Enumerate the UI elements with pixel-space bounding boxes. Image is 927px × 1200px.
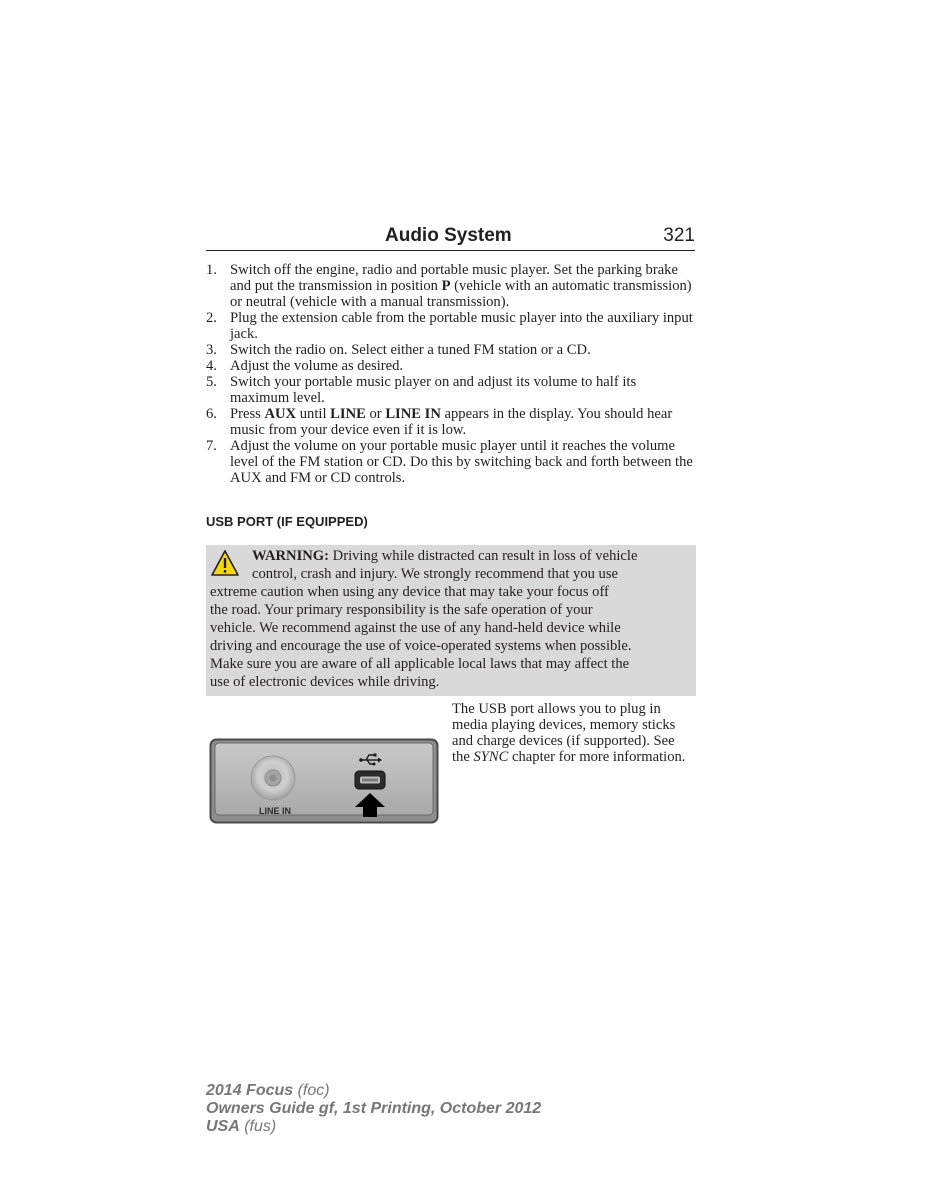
step-number: 7. bbox=[206, 438, 217, 454]
warning-line-1: WARNING: Driving while distracted can result in loss of vehicle bbox=[252, 548, 638, 564]
warning-line-5: vehicle. We recommend against the use of any hand-held device while bbox=[210, 620, 621, 636]
step-item bbox=[206, 310, 698, 342]
warning-line-2: control, crash and injury. We strongly recommend that you use bbox=[252, 566, 619, 582]
warning-line-7: Make sure you are aware of all applicable local laws that may affect the bbox=[210, 656, 630, 672]
step-number: 1. bbox=[206, 262, 217, 278]
warning-box bbox=[206, 545, 696, 696]
step-text: Switch the radio on. Select either a tuned FM station or a CD. bbox=[230, 342, 591, 358]
step-number: 4. bbox=[206, 358, 217, 374]
page-title: Audio System bbox=[385, 225, 512, 246]
step-text: Plug the extension cable from the portable music player into the auxiliary input jack. bbox=[230, 310, 693, 342]
step-text: Press bbox=[230, 406, 265, 422]
step-item bbox=[206, 406, 698, 438]
step-item bbox=[206, 262, 698, 310]
warning-line-3: extreme caution when using any device that may take your focus off bbox=[210, 584, 609, 600]
steps-list bbox=[206, 262, 698, 486]
step-text: Adjust the volume on your portable music player until it reaches the volume level of the FM station or CD. Do this by switching back and forth between the AUX and FM or CD controls. bbox=[230, 438, 693, 486]
warning-line-6: driving and encourage the use of voice-operated systems when possible. bbox=[210, 638, 632, 654]
step-item bbox=[206, 438, 698, 486]
footer-line-2: Owners Guide gf, 1st Printing, October 2012 bbox=[206, 1100, 542, 1117]
step-number: 3. bbox=[206, 342, 217, 358]
step-text: Switch your portable music player on and adjust its volume to half its maximum level. bbox=[230, 374, 637, 406]
step-text: (vehicle with an automatic transmission) or neutral (vehicle with a manual transmission). bbox=[230, 278, 692, 310]
line-in-label: LINE IN bbox=[258, 806, 292, 816]
page-number: 321 bbox=[663, 225, 695, 246]
step-number: 5. bbox=[206, 374, 217, 390]
step-number: 6. bbox=[206, 406, 217, 422]
step-number: 2. bbox=[206, 310, 217, 326]
step-emphasis: LINE bbox=[330, 406, 366, 422]
step-text: or bbox=[365, 406, 386, 422]
page-header bbox=[206, 224, 695, 251]
warning-line-8: use of electronic devices while driving. bbox=[210, 674, 440, 690]
step-emphasis: AUX bbox=[264, 406, 297, 422]
usb-panel-illustration bbox=[209, 738, 439, 824]
step-item bbox=[206, 342, 698, 358]
step-emphasis: LINE IN bbox=[385, 406, 441, 422]
step-text: until bbox=[296, 406, 331, 422]
usb-port-icon bbox=[355, 771, 385, 789]
step-text: appears in the display. You should hear music from your device even if it is low. bbox=[230, 406, 673, 438]
sync-reference: SYNC bbox=[473, 749, 509, 765]
step-item bbox=[206, 374, 698, 406]
section-heading: USB PORT (IF EQUIPPED) bbox=[206, 514, 368, 529]
step-emphasis: P bbox=[441, 278, 451, 294]
step-item bbox=[206, 358, 698, 374]
step-text: Switch off the engine, radio and portable music player. Set the parking brake and put the transmission in position bbox=[230, 262, 678, 294]
warning-label: WARNING: bbox=[252, 548, 330, 564]
warning-triangle-icon bbox=[210, 549, 240, 577]
warning-line-4: the road. Your primary responsibility is the safe operation of your bbox=[210, 602, 593, 618]
footer-line-3: USA (fus) bbox=[206, 1118, 277, 1135]
usb-description: The USB port allows you to plug in media playing devices, memory sticks and charge devices (if supported). See the SYNC chapter for more information. bbox=[452, 701, 686, 765]
footer-line-1: 2014 Focus (foc) bbox=[206, 1082, 330, 1099]
line-in-jack-icon bbox=[251, 756, 295, 800]
page-footer bbox=[206, 1082, 541, 1136]
step-text: Adjust the volume as desired. bbox=[230, 358, 404, 374]
